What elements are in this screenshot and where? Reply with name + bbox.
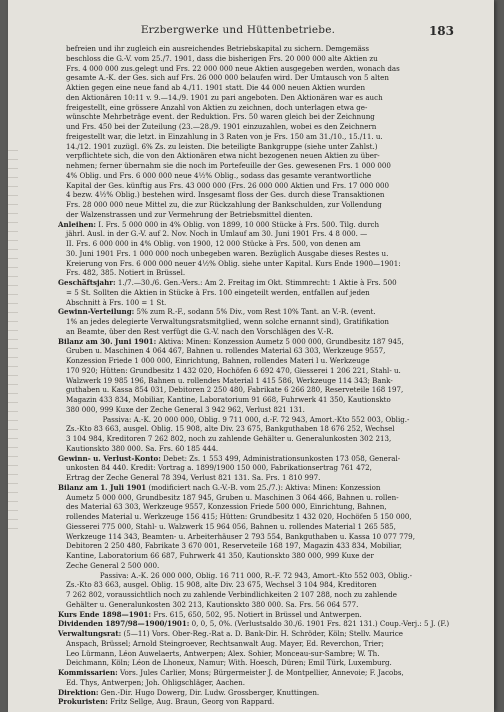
section-label: Anleihen: [58,219,97,229]
text-line: Frs. 482, 385. Notiert in Brüssel. [66,268,186,278]
text-line: der Walzenstrassen und zur Vermehrung der Betriebsmittel dienten. [66,209,313,219]
text-line: Geschäftsjahr: 1./7.—30./6. Gen.-Vers.: Am 2. Freitag im Okt. Stimmrecht: 1 Aktie à Frs. 500 [58,278,397,287]
document-page [8,0,494,712]
section-label: Gewinn- u. Verlust-Konto: [58,453,161,463]
text-line: Kurs Ende 1898—1901: Frs. 615, 650, 502, 95. Notiert in Brüssel und Antwerpen. [58,609,362,619]
section-label: Direktion: [58,687,99,697]
text-line: Zs.-Kto 83 663, ausgel. Oblig. 15 908, alte Div. 23 675, Wechsel 3 104 984, Kreditoren [66,580,377,590]
text-line: Konzession Friede 1 000 000, Einrichtung, Bahnen, rollendes Materi l u. Werkzeuge [66,356,370,365]
text-line: Bilanz am 30. Juni 1901: Aktiva: Minen: Konzession Aumetz 5 000 000, Grundbesitz 187 945, [58,336,404,346]
text-line: 380 000, 999 Kuxe der Zeche General 3 942 962, Verlust 821 131. [66,404,305,414]
section-label: Prokuristen: [58,697,108,707]
text-line: Gewinn-Verteilung: 5% zum R.-F., sodann 5% Div., vom Rest 10% Tant. an V.-R. (event. [58,307,376,317]
section-label: Geschäftsjahr: [58,278,116,287]
text-line: Debitoren 2 250 480, Fabrikate 3 670 001, Reserveteile 168 197, Magazin 433 834, Mobiliar, [66,541,402,551]
text-line: Gruben u. Maschinen 4 064 467, Bahnen u. rollendes Material 63 303, Werkzeuge 9557, [66,346,386,356]
text-line: Passiva: A.-K. 26 000 000, Oblig. 16 711 000, R.-F. 72 943, Amort.-Kto 552 003, Oblig.- [99,570,413,580]
text-line: Ertrag der Zeche General 78 394, Verlust 821 131. Sa. Frs. 1 810 997. [66,473,321,482]
text-line: Direktion: Gen.-Dir. Hugo Dowerg, Dir. Ludw. Grossberger, Knuttingen. [58,687,320,697]
text-line: an Beamte, über den Rest verfügt die G.-V. nach den Vorschlägen des V.-R. [66,326,334,336]
text-line: Passiva: A.-K. 20 000 000, Oblig. 9 711 000, d.-F. 72 943, Amort.-Kto 552 003, Oblig.- [102,414,410,424]
text-line: 4 bezw. 4½% Oblig.) bestehen wird. Insgesamt floss der Ges. durch diese Transaktionen [66,190,385,200]
text-line: verpflichtete sich, die von den Aktionären etwa nicht bezogenen neuen Aktien zu über- [66,151,380,161]
text-line: 1% an jedes delegierte Verwaltungsratsmitglied, wenn solche ernannt sind), Gratifikation [66,317,389,326]
text-line: Walzwerk 19 985 196, Bahnen u. rollendes Material 1 415 586, Werkzeuge 114 343; Bank- [66,375,393,385]
text-line: Frs. 4 000 000 zus.gelegt und Frs. 22 000 000 neue Aktien ausgegeben werden, wonach das [66,63,400,73]
section-label: Kommissarien: [58,668,118,677]
text-line: Kautionskto 380 000. Sa. Frs. 60 185 444. [66,443,219,453]
text-line: 14./12. 1901 zuzügl. 6% Zs. zu leisten. Die beteiligte Bankgruppe (siehe unter Zahlst.) [66,141,378,151]
text-line: Gehälter u. Generalunkosten 302 213, Kautionskto 380 000. Sa. Frs. 56 064 577. [66,599,359,609]
text-line: gesamte A.-K. der Ges. sich auf Frs. 26 000 000 belaufen wird. Der Umtausch von 5 alten [66,73,389,83]
text-line: Aumetz 5 000 000, Grundbesitz 187 945, Gruben u. Maschinen 3 064 466, Bahnen u. rollen- [66,492,399,502]
text-line: freigestellt, eine grössere Anzahl von Aktien zu zeichnen, doch unterlagen etwa ge- [66,102,368,112]
text-line: und Frs. 450 bei der Zuteilung (23.—28./9. 1901 einzuzahlen, wobei es den Zeichnern [66,122,377,131]
text-line: Zeche General 2 500 000. [66,560,160,570]
text-line: Kreierung von Frs. 6 000 000 neuer 4½% Oblig. siehe unter Kapital. Kurs Ende 1900—1901: [66,258,401,268]
text-line: Aktien gegen eine neue fand ab 4./11. 1901 statt. Die 44 000 neuen Aktien wurden [66,83,366,92]
text-line: guthaben u. Kassa 854 031, Debitoren 2 250 480, Fabrikate 6 266 280, Reserveteile 168 197, [66,385,404,395]
text-line: freigestellt war, die letzt. in Einzahlung in 3 Raten von je Frs. 150 am 31./10., 15./11. u. [66,131,383,141]
text-line: Zs.-Kto 83 663, ausgel. Oblig. 15 908, alte Div. 23 675, Bankguthaben 18 676 252, Wechsel [66,424,395,434]
text-line: jährl. Ausl. in der G.-V. auf 2. Nov. Noch in Umlauf am 30. Juni 1901 Frs. 4 8 000. — [66,229,368,239]
body-text [58,44,454,707]
text-line: Anspach, Brüssel; Arnold Steingroever, Rechtsanwalt Aug. Mayer, Ed. Reverchon, Trier; [66,638,384,648]
text-line: Kapital der Ges. künftig aus Frs. 43 000 000 (Frs. 26 000 000 Aktien und Frs. 17 000 000 [66,180,390,190]
section-label: Kurs Ende 1898—1901: [58,609,152,619]
text-line: Gewinn- u. Verlust-Konto: Debet: Zs. 1 553 499, Administrationsunkosten 173 058, General- [58,453,401,463]
text-line: Dividenden 1897/98—1900/1901: 0, 0, 5, 0%. (Verlustsaldo 30./6. 1901 Frs. 821 131.) Coup.-Verj.: 5 J. (F.) [58,619,450,629]
text-line: Ed. Thys, Antwerpen; Joh. Ohligschläger, Aachen. [66,677,245,687]
text-line: unkosten 84 440. Kredit: Vortrag a. 1899/1900 150 000, Fabrikationsertrag 761 472, [66,463,372,473]
text-line: Frs. 28 000 000 neue Mittel zu, die zur Rückzahlung der Bankschulden, zur Vollendung [66,200,382,209]
text-line: Anleihen: I. Frs. 5 000 000 in 4% Oblig. von 1899, 10 000 Stücke à Frs. 500. Tilg. durch [58,219,380,229]
text-line: Leo Lürmann, Léon Auwelaerts, Antwerpen; Alex. Sohier, Monceau-sur-Sambre; W. Th. [66,648,380,658]
text-line: 3 104 984, Kreditoren 7 262 802, noch zu zahlende Gehälter u. Generalunkosten 302 213, [66,434,392,443]
section-label: Gewinn-Verteilung: [58,307,135,317]
text-line: rollendes Material u. Werkzeuge 156 415; Hütten: Grundbesitz 1 432 020, Hochöfen 5 150 000, [66,512,412,521]
text-line: = 5 St. Sollten die Aktien in Stücke à Frs. 100 eingeteilt werden, entfallen auf jeden [66,287,370,297]
margin-pencil-marks [8,150,18,530]
text-line: beschloss die G.-V. vom 25./7. 1901, dass die bisherigen Frs. 20 000 000 alte Aktien zu [66,53,378,63]
text-line: II. Frs. 6 000 000 in 4% Oblig. von 1900, 12 000 Stücke à Frs. 500, von denen am [66,239,361,248]
text-line: Giesserei 775 000, Stahl- u. Walzwerk 15 964 056, Bahnen u. rollendes Material 1 265 585, [66,521,396,531]
section-label: Bilanz am 30. Juni 1901: [58,336,157,346]
text-line: des Material 63 303, Werkzeuge 9557, Konzession Friede 500 000, Einrichtung, Bahnen, [66,502,387,512]
text-line: Deichmann, Köln; Léon de Lhoneux, Namur; With. Hoesch, Düren; Emil Türk, Luxemburg. [66,658,392,668]
section-label: Verwaltungsrat: [58,629,122,638]
page-header [22,24,454,40]
text-line: nehmen; ferner übernahm sie die noch im Portefeuille der Ges. gewesenen Frs. 1 000 000 [66,161,391,170]
text-line: Bilanz am 1. Juli 1901 (modificiert nach G.-V.-B. vom 25./7.): Aktiva: Minen: Konzession [58,482,381,492]
text-line: wünschte Mehrbeträge event. der Reduktion. Frs. 50 waren gleich bei der Zeichnung [66,112,375,122]
running-title: Erzbergwerke und Hüttenbetriebe. [140,24,336,36]
section-label: Dividenden 1897/98—1900/1901: [58,619,190,629]
text-line: Kommissarien: Vors. Jules Carlier, Mons; Bürgermeister J. de Montpellier, Annevoie; F. Jacobs, [58,668,404,677]
text-line: Verwaltungsrat: (5—11) Vors. Ober-Reg.-Rat a. D. Bank-Dir. H. Schröder, Köln; Stellv. Maurice [58,629,403,638]
section-label: Bilanz am 1. Juli 1901 [58,482,147,492]
text-line: Kantine, Laboratorium 66 687, Fuhrwerk 41 350, Kautionskto 380 000, 999 Kuxe der [66,551,374,560]
text-line: 30. Juni 1901 Frs. 1 000 000 noch unbegeben waren. Bezüglich Ausgabe dieses Restes u. [66,248,389,258]
text-line: den Aktionären 10:11 v. 9.—14./9. 1901 zu pari angeboten. Den Aktionären war es auch [66,92,383,102]
text-line: befreien und ihr zugleich ein ausreichendes Betriebskapital zu sichern. Demgemäss [66,44,370,53]
text-line: 170 920; Hütten: Grundbesitz 1 432 020, Hochöfen 6 692 470, Giesserei 1 206 221, Stahl- u. [66,365,401,375]
text-line: 4% Oblig. und Frs. 6 000 000 neue 4½% Oblig., sodass das gesamte verantwortliche [66,170,372,180]
text-line: 7 262 802, voraussichtlich noch zu zahlende Verbindlichkeiten 2 107 288, noch zu zahlende [66,590,397,599]
text-line: Magazin 433 834, Mobiliar, Kantine, Laboratorium 91 668, Fuhrwerk 41 350, Kautionskto [66,395,391,404]
text-line: Prokuristen: Fritz Sellge, Aug. Braun, Georg von Rappard. [58,697,275,707]
text-line: Werkzeuge 114 343, Beamten- u. Arbeiterhäuser 2 793 554, Bankguthaben u. Kassa 10 077 779, [66,531,415,541]
page-number: 183 [428,24,454,38]
text-line: Abschnitt à Frs. 100 = 1 St. [66,297,167,307]
